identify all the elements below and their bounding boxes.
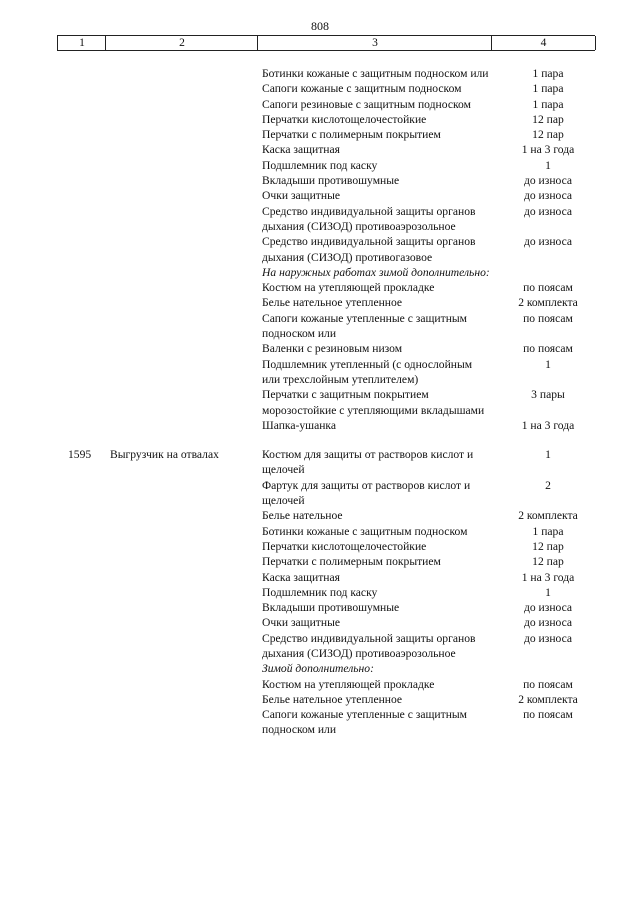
equipment-name: Подшлемник утепленный (с однослойным или трехслойным утеплителем) [262, 357, 473, 386]
issue-quantity: 12 пар [532, 112, 564, 126]
issue-quantity: 3 пары [531, 388, 565, 402]
equipment-name: Перчатки с полимерным покрытием [262, 555, 441, 569]
equipment-name: Перчатки кислотощелочестойкие [262, 112, 427, 126]
issue-quantity: 1 [545, 585, 551, 599]
table-header-row [57, 35, 595, 51]
equipment-name: Очки защитные [262, 189, 341, 203]
issue-quantity: 1 на 3 года [521, 570, 575, 584]
table-row [0, 142, 640, 157]
table-row [0, 66, 640, 81]
equipment-name: Костюм на утепляющей прокладке [262, 281, 435, 295]
table-row [0, 295, 640, 310]
table-row [0, 418, 640, 433]
issue-quantity: 1 пара [532, 67, 564, 80]
table-row [0, 311, 640, 342]
table-row [0, 677, 640, 692]
issue-quantity: 1 [545, 357, 551, 371]
table-row [0, 615, 640, 630]
issue-quantity: 1 пара [532, 82, 564, 96]
equipment-name: Средство индивидуальной защиты органов дыхания (СИЗОД) противоаэрозольное [262, 204, 476, 233]
issue-quantity: 12 пар [532, 128, 564, 142]
equipment-name: Костюм на утепляющей прокладке [262, 677, 435, 691]
equipment-name: Белье нательное утепленное [262, 692, 403, 706]
table-row [0, 570, 640, 585]
table-row [0, 387, 640, 418]
equipment-name: Сапоги резиновые с защитным подноском [262, 97, 471, 111]
equipment-name: Белье нательное [262, 509, 343, 523]
issue-quantity: 2 комплекта [518, 296, 578, 310]
table-row [0, 127, 640, 142]
issue-quantity: по поясам [523, 281, 573, 295]
table-row [0, 265, 640, 280]
table-row [0, 508, 640, 523]
equipment-name: Белье нательное утепленное [262, 296, 403, 310]
equipment-name: Сапоги кожаные утепленные с защитным подноском или [262, 708, 468, 737]
equipment-name: Вкладыши противошумные [262, 174, 400, 188]
issue-quantity: 2 [545, 478, 551, 492]
table-row [0, 478, 640, 509]
table-row [0, 97, 640, 112]
issue-quantity: 1 на 3 года [521, 418, 575, 432]
equipment-name: Костюм для защиты от растворов кислот и щелочей [262, 448, 474, 477]
table-row [0, 631, 640, 662]
equipment-name: Средство индивидуальной защиты органов дыхания (СИЗОД) противогазовое [262, 235, 476, 264]
subsection-heading: На наружных работах зимой дополнительно: [262, 265, 490, 279]
issue-quantity: по поясам [523, 342, 573, 356]
profession-name: Выгрузчик на отвалах [110, 448, 219, 462]
issue-quantity: 12 пар [532, 555, 564, 569]
issue-quantity: 2 комплекта [518, 509, 578, 523]
issue-quantity: до износа [523, 189, 573, 203]
issue-quantity: 1 на 3 года [521, 143, 575, 157]
issue-quantity: по поясам [523, 677, 573, 691]
item-number: 1595 [68, 448, 92, 462]
equipment-name: Очки защитные [262, 616, 341, 630]
table-body [0, 66, 640, 738]
equipment-name: Перчатки с полимерным покрытием [262, 128, 441, 142]
issue-quantity: до износа [523, 601, 573, 615]
table-row [0, 204, 640, 235]
equipment-name: Валенки с резиновым низом [262, 342, 403, 356]
issue-quantity: 2 комплекта [518, 692, 578, 706]
column-header-4: 4 [491, 36, 596, 50]
equipment-name: Средство индивидуальной защиты органов дыхания (СИЗОД) противоаэрозольное [262, 631, 476, 660]
table-row [0, 173, 640, 188]
column-header-2: 2 [105, 36, 258, 50]
equipment-name: Каска защитная [262, 143, 340, 157]
issue-quantity: до износа [523, 174, 573, 188]
equipment-name: Сапоги кожаные утепленные с защитным подноском или [262, 311, 468, 341]
issue-quantity: 1 пара [532, 97, 564, 111]
table-row [0, 585, 640, 600]
table-row [0, 447, 640, 478]
column-header-1: 1 [57, 36, 106, 50]
table-row [0, 81, 640, 96]
issue-quantity: до износа [523, 631, 573, 645]
table-row [0, 158, 640, 173]
table-row [0, 280, 640, 295]
equipment-name: Подшлемник под каску [262, 585, 378, 599]
table-row [0, 188, 640, 203]
table-row [0, 707, 640, 738]
equipment-name: Шапка-ушанка [262, 418, 337, 432]
table-row [0, 357, 640, 388]
subsection-heading: Зимой дополнительно: [262, 662, 374, 676]
equipment-name: Фартук для защиты от растворов кислот и щелочей [262, 478, 471, 508]
issue-quantity: 1 [545, 158, 551, 172]
table-row [0, 234, 640, 265]
table-row [0, 341, 640, 356]
equipment-name: Сапоги кожаные с защитным подноском [262, 82, 462, 96]
table-row [0, 554, 640, 569]
page-number: 808 [311, 19, 329, 33]
issue-quantity: 1 [545, 448, 551, 462]
equipment-name: Подшлемник под каску [262, 158, 378, 172]
equipment-name: Каска защитная [262, 570, 340, 584]
issue-quantity: 1 пара [532, 524, 564, 538]
issue-quantity: до износа [523, 235, 573, 249]
issue-quantity: 12 пар [532, 539, 564, 553]
issue-quantity: по поясам [523, 311, 573, 325]
table-row [0, 112, 640, 127]
section-gap [0, 433, 640, 447]
equipment-name: Перчатки кислотощелочестойкие [262, 539, 427, 553]
table-row [0, 539, 640, 554]
table-row [0, 524, 640, 539]
table-row [0, 661, 640, 676]
table-row [0, 692, 640, 707]
equipment-name: Ботинки кожаные с защитным подноском [262, 524, 468, 538]
equipment-name: Перчатки с защитным покрытием морозостойкие с утепляющими вкладышами [262, 388, 485, 417]
issue-quantity: по поясам [523, 708, 573, 722]
issue-quantity: до износа [523, 204, 573, 218]
table-row [0, 600, 640, 615]
equipment-name: Ботинки кожаные с защитным подноском или [262, 67, 489, 80]
column-header-3: 3 [257, 36, 492, 50]
equipment-name: Вкладыши противошумные [262, 601, 400, 615]
issue-quantity: до износа [523, 616, 573, 630]
